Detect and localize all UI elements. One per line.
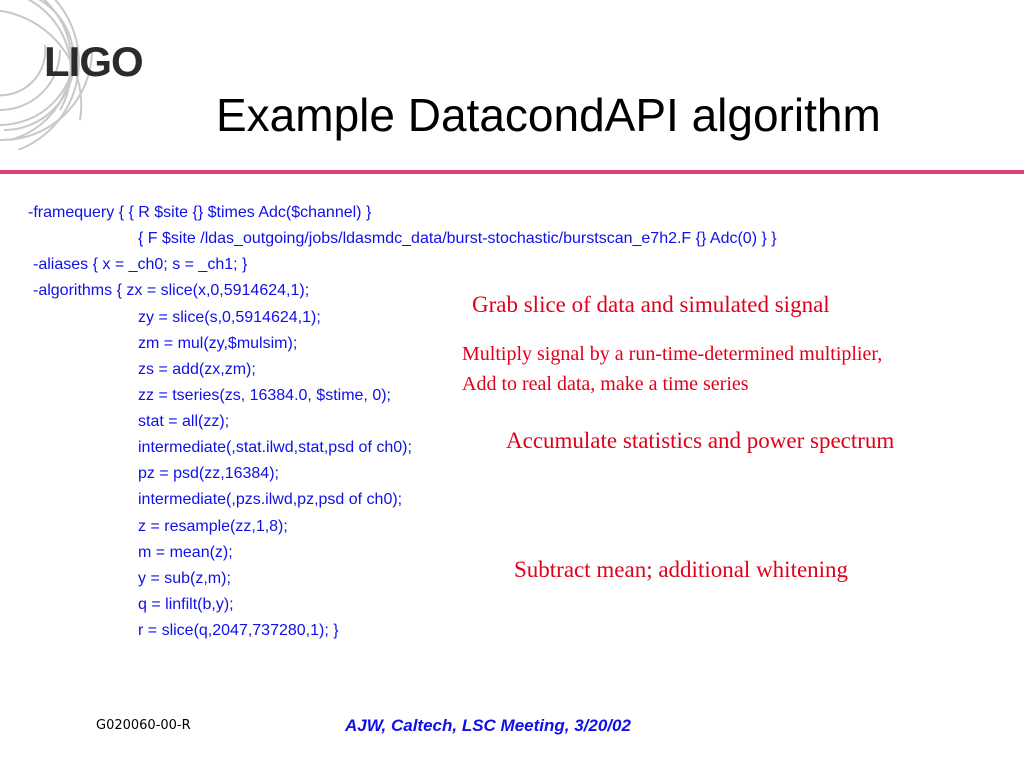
code-line: { F $site /ldas_outgoing/jobs/ldasmdc_data/burst-stochastic/burstscan_e7h2.F {} Adc(0) } } xyxy=(138,230,777,247)
code-line: m = mean(z); xyxy=(138,544,233,561)
note-multiply-line2: Add to real data, make a time series xyxy=(462,373,749,395)
note-multiply-line1: Multiply signal by a run-time-determined multiplier, xyxy=(462,343,883,365)
code-line: -framequery { { R $site {} $times Adc($channel) } xyxy=(28,204,372,221)
note-grab-slice: Grab slice of data and simulated signal xyxy=(472,292,830,317)
code-line: -algorithms { zx = slice(x,0,5914624,1); xyxy=(33,282,310,299)
code-line: intermediate(,pzs.ilwd,pz,psd of ch0); xyxy=(138,491,403,508)
code-line: pz = psd(zz,16384); xyxy=(138,465,279,482)
code-line: stat = all(zz); xyxy=(138,413,230,430)
code-line: zy = slice(s,0,5914624,1); xyxy=(138,309,321,326)
code-line: zz = tseries(zs, 16384.0, $stime, 0); xyxy=(138,387,391,404)
code-line: y = sub(z,m); xyxy=(138,570,231,587)
slide-title: Example DatacondAPI algorithm xyxy=(216,89,881,141)
code-line: intermediate(,stat.ilwd,stat,psd of ch0); xyxy=(138,439,412,456)
code-line: q = linfilt(b,y); xyxy=(138,596,234,613)
code-line: z = resample(zz,1,8); xyxy=(138,518,288,535)
note-accumulate: Accumulate statistics and power spectrum xyxy=(506,428,895,453)
footer-credit: AJW, Caltech, LSC Meeting, 3/20/02 xyxy=(345,716,631,735)
code-line: r = slice(q,2047,737280,1); } xyxy=(138,622,339,639)
note-subtract-mean: Subtract mean; additional whitening xyxy=(514,557,849,582)
code-line: -aliases { x = _ch0; s = _ch1; } xyxy=(33,256,248,273)
document-id: G020060-00-R xyxy=(96,718,191,733)
ligo-logo: LIGO xyxy=(44,38,143,85)
title-divider xyxy=(0,170,1024,174)
code-line: zs = add(zx,zm); xyxy=(138,361,256,378)
code-line: zm = mul(zy,$mulsim); xyxy=(138,335,298,352)
